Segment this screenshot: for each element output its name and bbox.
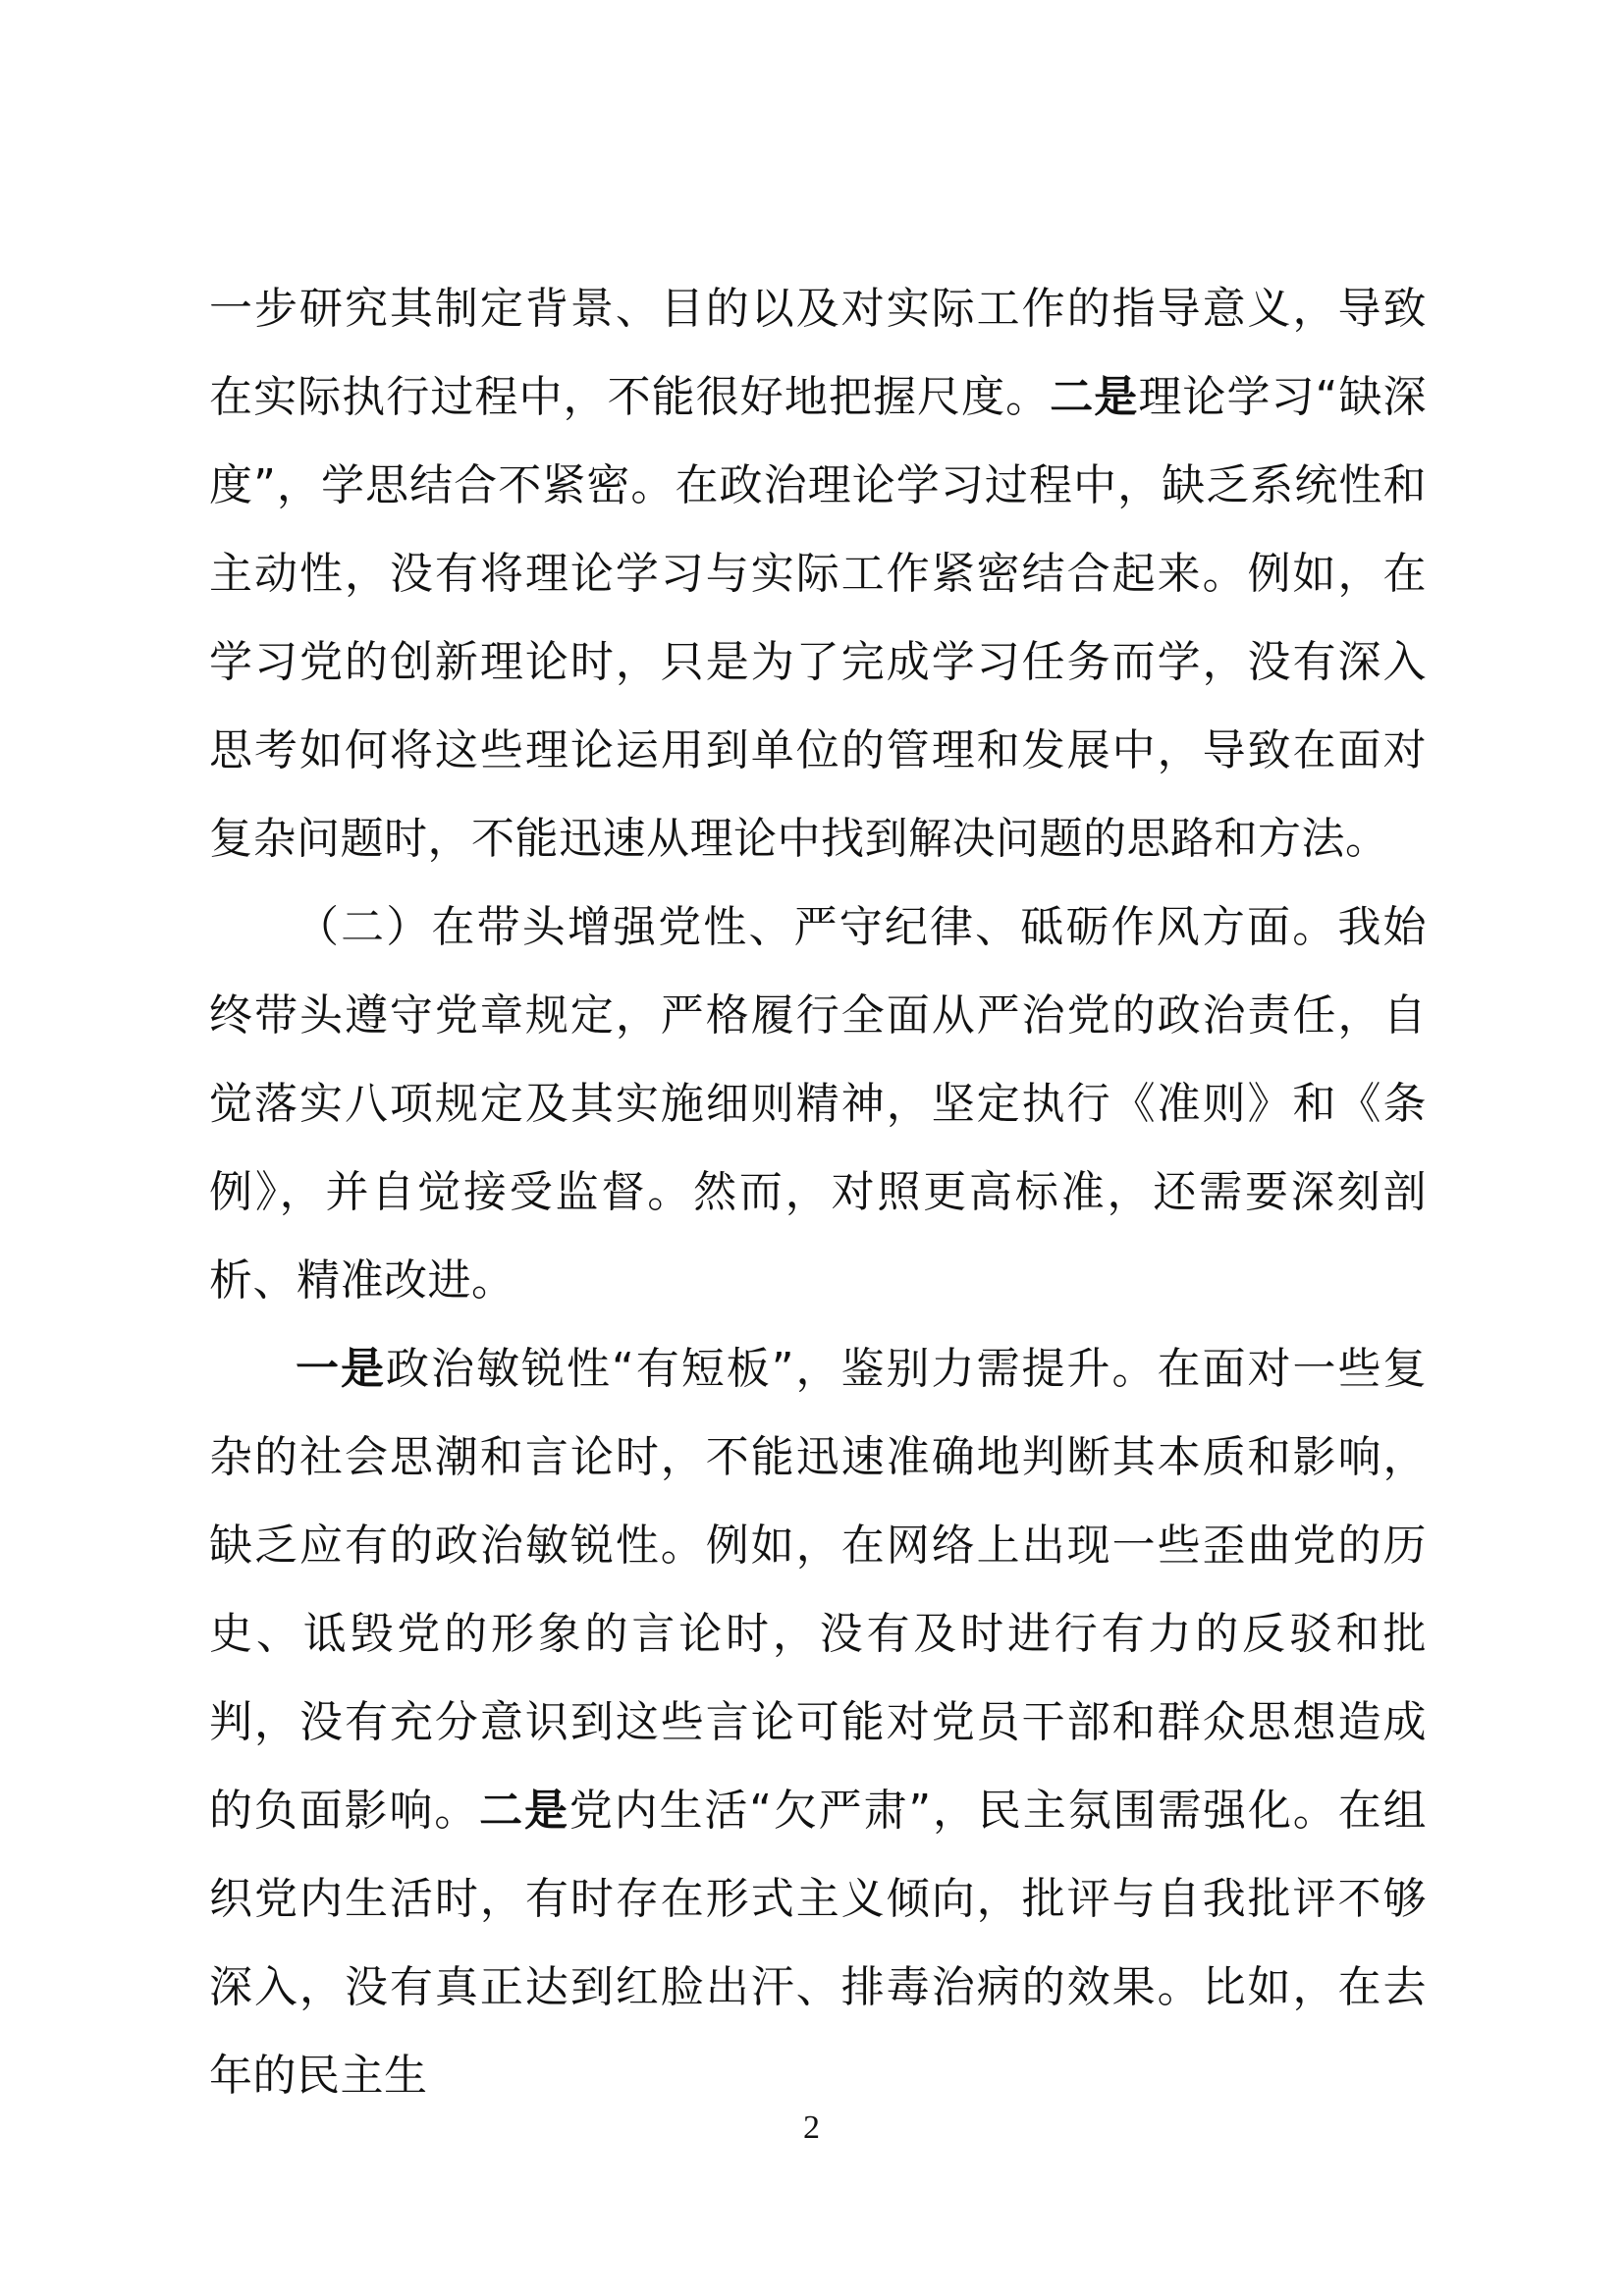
paragraph-3-bold-marker-er-shi: 二是 [479,1786,569,1836]
page-number: 2 [803,2109,820,2146]
paragraph-1-bold-marker-er-shi: 二是 [1050,372,1139,422]
paragraph-problems [209,1325,1427,2120]
paragraph-3-bold-marker-yi-shi: 一是 [296,1344,386,1394]
paragraph-1-segment-3: 理论学习“缺深度”，学思结合不紧密。在政治理论学习过程中，缺乏系统性和主动性，没有将理论学习与实际工作紧密结合起来。例如，在学习党的创新理论时，只是为了完成学习任务而学，没有深入思考如何将这些理论运用到单位的管理和发展中，导致在面对复杂问题时，不能迅速从理论中找到解决问题的思路和方法。 [209,372,1428,864]
paragraph-section-two [209,883,1427,1325]
paragraph-continuation [209,265,1427,883]
paragraph-3-segment-4: 党内生活“欠严肃”，民主氛围需强化。在组织党内生活时，有时存在形式主义倾向，批评与自我批评不够深入，没有真正达到红脸出汗、排毒治病的效果。比如，在去年的民主生 [209,1786,1428,2101]
body-text [209,265,1427,2120]
paragraph-3-segment-2: 政治敏锐性“有短板”，鉴别力需提升。在面对一些复杂的社会思潮和言论时，不能迅速准确地判断其本质和影响，缺乏应有的政治敏锐性。例如，在网络上出现一些歪曲党的历史、诋毁党的形象的言论时，没有及时进行有力的反驳和批判，没有充分意识到这些言论可能对党员干部和群众思想造成的负面影响。 [209,1344,1428,1836]
paragraph-2-segment-1: （二）在带头增强党性、严守纪律、砥砺作风方面。我始终带头遵守党章规定，严格履行全面从严治党的政治责任，自觉落实八项规定及其实施细则精神，坚定执行《准则》和《条例》，并自觉接受监督。然而，对照更高标准，还需要深刻剖析、精准改进。 [209,902,1427,1306]
paragraph-1-segment-1: 一步研究其制定背景、目的以及对实际工作的指导意义，导致在实际执行过程中，不能很好地把握尺度。 [209,284,1427,422]
